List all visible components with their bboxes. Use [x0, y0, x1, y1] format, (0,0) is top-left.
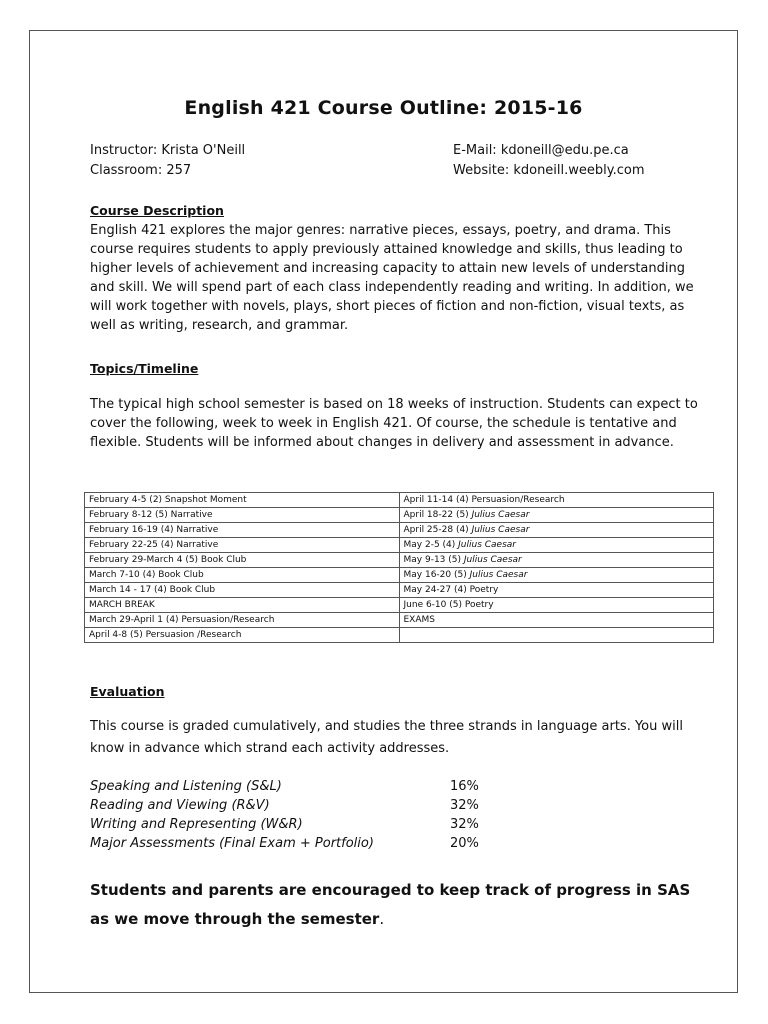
schedule-cell-right — [399, 568, 714, 583]
schedule-cell-right-text: April 18-22 (5) — [403, 510, 472, 520]
grade-value: 20% — [450, 836, 479, 851]
schedule-cell-right — [399, 613, 714, 628]
closing-period: . — [379, 910, 385, 928]
grade-value: 32% — [450, 817, 479, 832]
schedule-cell-right-italic: Julius Caesar — [469, 570, 528, 580]
schedule-cell-right — [399, 493, 714, 508]
grade-label: Speaking and Listening (S&L) — [90, 779, 282, 794]
schedule-row — [85, 493, 714, 508]
schedule-cell-right-italic: Julius Caesar — [458, 540, 516, 550]
instructor-name: Instructor: Krista O'Neill — [90, 143, 246, 158]
grade-value: 16% — [450, 779, 479, 794]
schedule-cell-right-text: May 24-27 (4) Poetry — [403, 585, 499, 595]
grade-row — [90, 777, 550, 796]
document-page — [29, 30, 738, 993]
schedule-cell-left: February 4-5 (2) Snapshot Moment — [85, 493, 400, 508]
schedule-row — [85, 508, 714, 523]
schedule-row — [85, 598, 714, 613]
grade-row — [90, 796, 550, 815]
contact-info — [453, 141, 645, 181]
evaluation-heading: Evaluation — [90, 684, 165, 699]
grade-label: Major Assessments (Final Exam + Portfolio) — [90, 836, 374, 851]
closing-statement — [90, 876, 710, 934]
grade-row — [90, 834, 550, 853]
schedule-cell-right-text: April 11-14 (4) Persuasion/Research — [403, 495, 565, 505]
grade-weights — [90, 777, 550, 853]
schedule-cell-left: February 22-25 (4) Narrative — [85, 538, 400, 553]
course-description-text: English 421 explores the major genres: narrative pieces, essays, poetry, and drama. This course requires students to apply previously attained knowledge and skills, thus leading to higher levels of achievement and increasing capacity to attain new levels of understanding and skill. We will spend part of each class independently reading and writing. In addition, we will work together with novels, plays, short pieces of fiction and non-fiction, visual texts, as well as writing, research, and grammar. — [90, 223, 694, 333]
schedule-cell-right-text: May 2-5 (4) — [403, 540, 459, 550]
schedule-cell-right-text: May 9-13 (5) — [403, 555, 464, 565]
classroom-number: Classroom: 257 — [90, 163, 192, 178]
schedule-cell-right-italic: Julius Caesar — [471, 525, 530, 535]
closing-text: Students and parents are encouraged to keep track of progress in SAS as we move through the semester — [90, 881, 691, 928]
schedule-cell-left: April 4-8 (5) Persuasion /Research — [85, 628, 400, 643]
schedule-cell-right — [399, 523, 714, 538]
evaluation-text: This course is graded cumulatively, and studies the three strands in language arts. You will know in advance which strand each activity addresses. — [90, 719, 683, 756]
schedule-cell-right — [399, 628, 714, 643]
grade-value: 32% — [450, 798, 479, 813]
schedule-row — [85, 568, 714, 583]
schedule-row — [85, 523, 714, 538]
schedule-cell-right-text: June 6-10 (5) Poetry — [403, 600, 494, 610]
instructor-info — [90, 141, 245, 181]
schedule-cell-right — [399, 553, 714, 568]
course-description-heading: Course Description — [90, 203, 224, 218]
schedule-cell-left: February 16-19 (4) Narrative — [85, 523, 400, 538]
schedule-cell-left: March 29-April 1 (4) Persuasion/Research — [85, 613, 400, 628]
schedule-row — [85, 628, 714, 643]
schedule-row — [85, 613, 714, 628]
schedule-cell-right-text: EXAMS — [403, 615, 435, 625]
topics-timeline-text: The typical high school semester is based on 18 weeks of instruction. Students can expect to cover the following, week to week in English 421. Of course, the schedule is tentative and flexible. Students will be informed about changes in delivery and assessment in advance. — [90, 397, 698, 450]
schedule-row — [85, 583, 714, 598]
schedule-cell-right-text: April 25-28 (4) — [403, 525, 472, 535]
schedule-cell-right — [399, 538, 714, 553]
grade-label: Writing and Representing (W&R) — [90, 817, 303, 832]
email-text: E-Mail: kdoneill@edu.pe.ca — [453, 143, 629, 158]
page-title: English 421 Course Outline: 2015-16 — [184, 97, 583, 119]
schedule-table — [84, 492, 714, 643]
schedule-cell-left: MARCH BREAK — [85, 598, 400, 613]
website-text: Website: kdoneill.weebly.com — [453, 163, 645, 178]
schedule-cell-left: March 14 - 17 (4) Book Club — [85, 583, 400, 598]
schedule-row — [85, 538, 714, 553]
schedule-cell-right-text: May 16-20 (5) — [403, 570, 470, 580]
schedule-cell-right — [399, 598, 714, 613]
schedule-cell-right — [399, 508, 714, 523]
schedule-cell-left: February 29-March 4 (5) Book Club — [85, 553, 400, 568]
grade-label: Reading and Viewing (R&V) — [90, 798, 270, 813]
schedule-cell-right-italic: Julius Caesar — [471, 510, 530, 520]
schedule-cell-left: March 7-10 (4) Book Club — [85, 568, 400, 583]
grade-row — [90, 815, 550, 834]
schedule-cell-left: February 8-12 (5) Narrative — [85, 508, 400, 523]
topics-timeline-heading: Topics/Timeline — [90, 361, 199, 376]
schedule-cell-right-italic: Julius Caesar — [463, 555, 522, 565]
schedule-row — [85, 553, 714, 568]
schedule-cell-right — [399, 583, 714, 598]
